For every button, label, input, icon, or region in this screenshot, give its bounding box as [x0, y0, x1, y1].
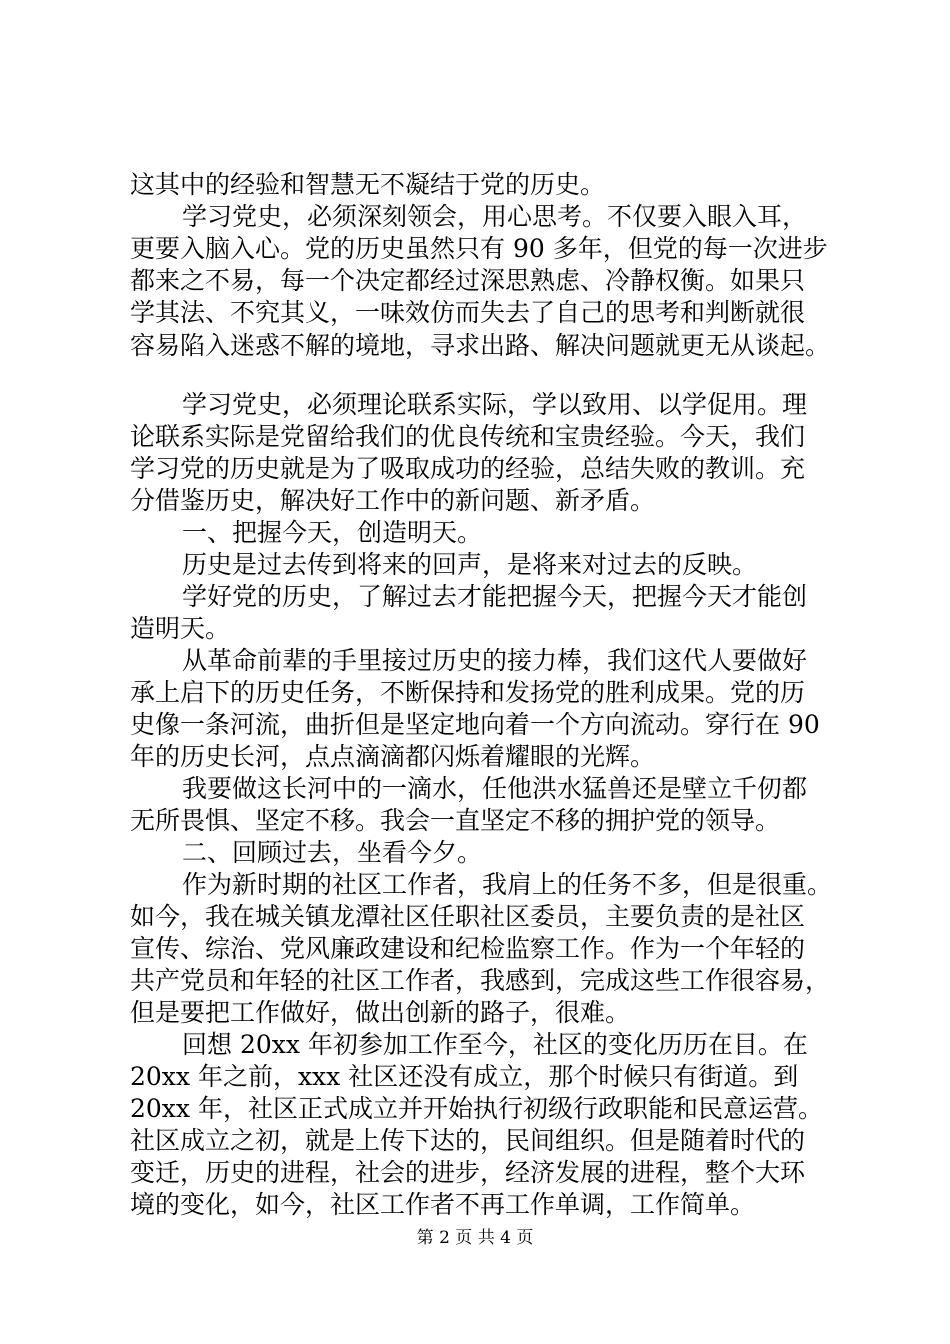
page-footer: 第 2 页 共 4 页 — [416, 1228, 534, 1248]
section-heading: 二、回顾过去，坐看今夕。 — [182, 838, 483, 867]
text-line: 学好党的历史，了解过去才能把握今天，把握今天才能创 — [182, 582, 808, 611]
text-line: 如今，我在城关镇龙潭社区任职社区委员，主要负责的是社区 — [130, 902, 806, 931]
text-line: 作为新时期的社区工作者，我肩上的任务不多，但是很重。 — [182, 870, 833, 899]
text-line: 承上启下的历史任务，不断保持和发扬党的胜利成果。党的历 — [130, 678, 806, 707]
text-line: 回想 20xx 年初参加工作至今，社区的变化历历在目。在 — [182, 1030, 808, 1059]
text-line: 社区成立之初，就是上传下达的，民间组织。但是随着时代的 — [130, 1126, 806, 1155]
text-line: 史像一条河流，曲折但是坚定地向着一个方向流动。穿行在 90 — [130, 710, 820, 739]
text-line: 论联系实际是党留给我们的优良传统和宝贵经验。今天，我们 — [130, 422, 806, 451]
text-line: 无所畏惧、坚定不移。我会一直坚定不移的拥护党的领导。 — [130, 806, 781, 835]
text-line: 我要做这长河中的一滴水，任他洪水猛兽还是壁立千仞都 — [182, 774, 808, 803]
text-line: 从革命前辈的手里接过历史的接力棒，我们这代人要做好 — [182, 646, 808, 675]
text-line: 都来之不易，每一个决定都经过深思熟虑、冷静权衡。如果只 — [130, 266, 806, 295]
text-line: 境的变化，如今，社区工作者不再工作单调，工作简单。 — [130, 1190, 756, 1219]
text-line: 宣传、综治、党风廉政建设和纪检监察工作。作为一个年轻的 — [130, 934, 806, 963]
text-line: 学习党史，必须理论联系实际，学以致用、以学促用。理 — [182, 390, 808, 419]
text-line: 变迁，历史的进程，社会的进步，经济发展的进程，整个大环 — [130, 1158, 806, 1187]
text-line: 但是要把工作做好，做出创新的路子，很难。 — [130, 998, 631, 1027]
text-line: 学习党的历史就是为了吸取成功的经验，总结失败的教训。充 — [130, 454, 806, 483]
text-line: 历史是过去传到将来的回声，是将来对过去的反映。 — [182, 550, 758, 579]
text-line: 共产党员和年轻的社区工作者，我感到，完成这些工作很容易， — [130, 966, 831, 995]
text-line: 造明天。 — [130, 614, 231, 643]
text-line: 学习党史，必须深刻领会，用心思考。不仅要入眼入耳， — [182, 202, 808, 231]
text-line: 容易陷入迷惑不解的境地，寻求出路、解决问题就更无从谈起。 — [130, 331, 831, 360]
text-line: 20xx 年，社区正式成立并开始执行初级行政职能和民意运营。 — [130, 1094, 823, 1123]
section-heading: 一、把握今天，创造明天。 — [182, 518, 483, 547]
text-line: 这其中的经验和智慧无不凝结于党的历史。 — [130, 170, 606, 199]
text-line: 20xx 年之前，xxx 社区还没有成立，那个时候只有街道。到 — [130, 1062, 799, 1091]
text-line: 学其法、不究其义，一味效仿而失去了自己的思考和判断就很 — [130, 298, 806, 327]
text-line: 分借鉴历史，解决好工作中的新问题、新矛盾。 — [130, 486, 656, 515]
text-line: 更要入脑入心。党的历史虽然只有 90 多年，但党的每一次进步 — [130, 234, 828, 263]
text-line: 年的历史长河，点点滴滴都闪烁着耀眼的光辉。 — [130, 742, 656, 771]
